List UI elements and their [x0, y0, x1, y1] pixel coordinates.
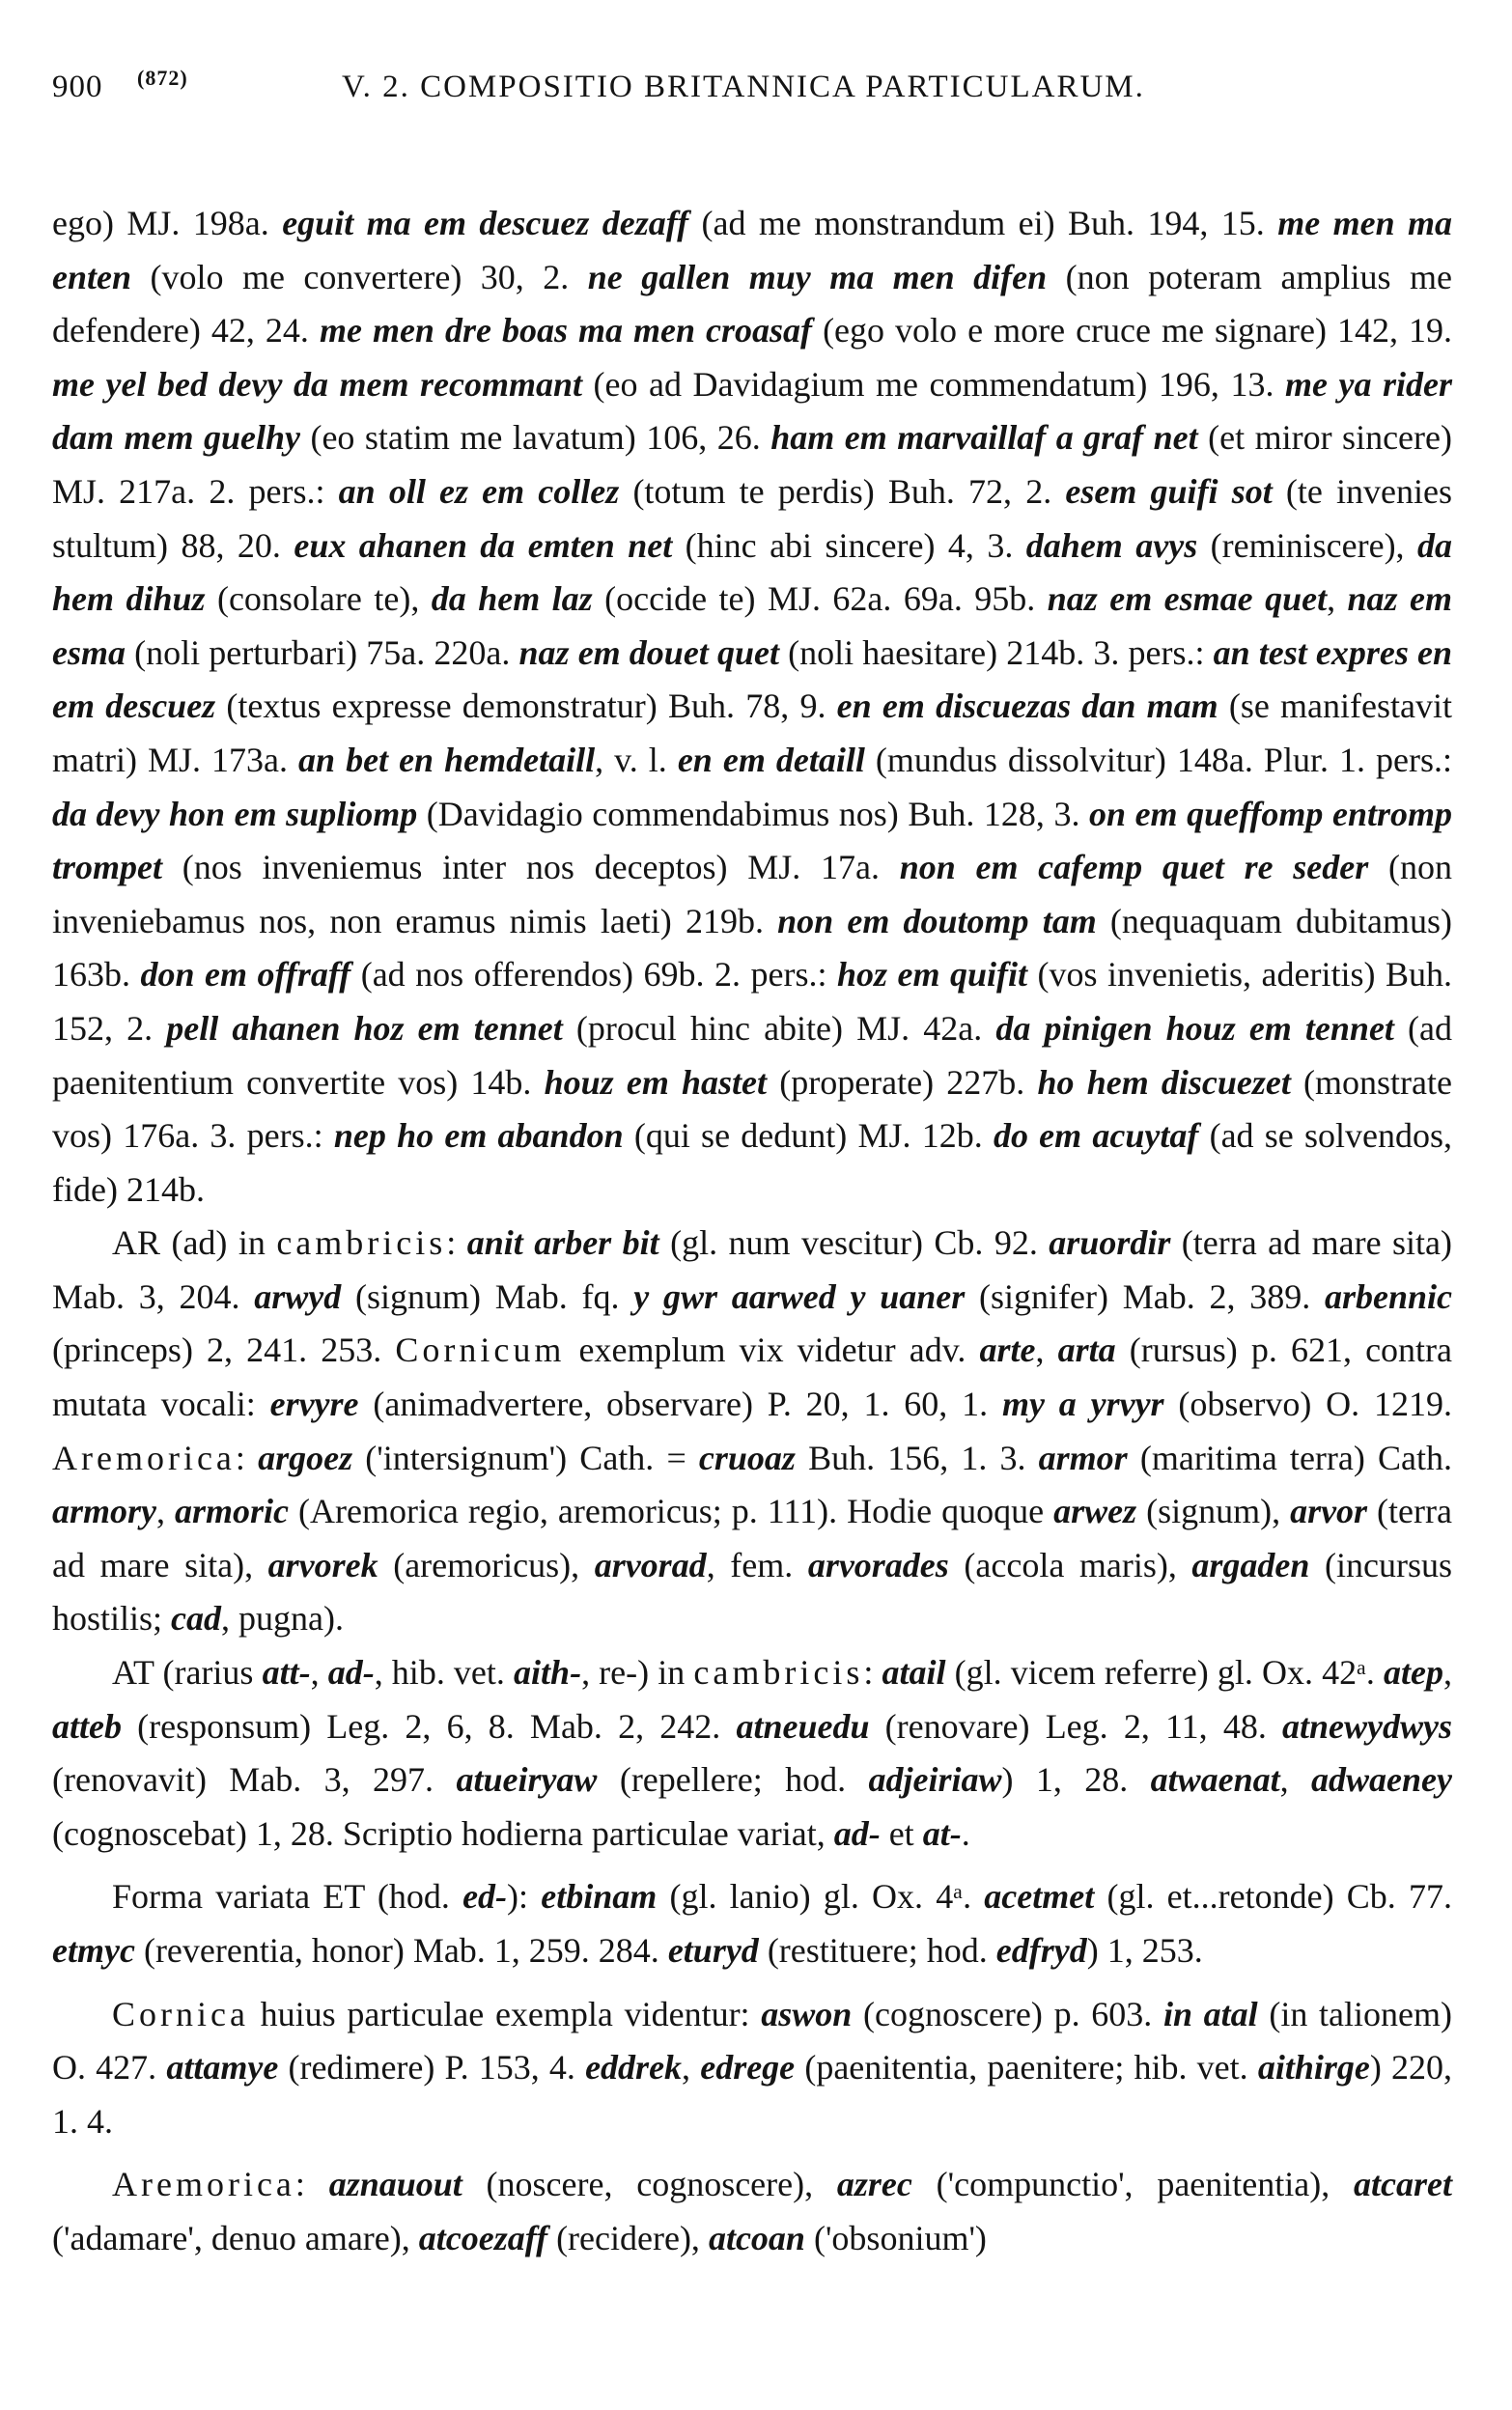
text-run: (Aremorica regio, aremoricus; p. 111). Hodie quoque [289, 1492, 1054, 1531]
cited-form: atep [1384, 1653, 1444, 1693]
cited-form: naz em douet quet [518, 632, 779, 672]
cited-form: me men dre boas ma men croasaf [319, 311, 813, 350]
text-run: : [235, 1438, 259, 1477]
cited-form: ne gallen muy ma men difen [587, 257, 1048, 296]
cited-form: houz em hastet [544, 1062, 768, 1102]
text-run: (renovavit) Mab. 3, 297. [52, 1760, 457, 1800]
cited-form: dahem avys [1025, 525, 1198, 565]
text-run: (te invenies stultum) 88, 20. [52, 471, 1453, 565]
original-page-number: (872) [137, 66, 188, 90]
cited-form: me men ma enten [52, 204, 1453, 296]
text-run: Forma variata ET (hod. [112, 1877, 463, 1917]
text-run: (reminiscere), [1197, 525, 1418, 565]
text-run: (maritima terra) Cath. [1127, 1438, 1452, 1477]
language-heading: cambricis [276, 1223, 447, 1263]
cited-form: my a yrvyr [1001, 1385, 1164, 1424]
cited-form: eux ahanen da emten net [294, 525, 673, 565]
text-run: (ad se solvendos, fide) 214b. [52, 1116, 1452, 1209]
cited-form: atneuedu [736, 1706, 870, 1746]
text-run: (eo statim me lavatum) 106, 26. [299, 418, 771, 458]
text-run: (noscere, cognoscere), [462, 2165, 837, 2204]
text-run: (gl. lanio) gl. Ox. 4ᵃ. [657, 1877, 985, 1917]
text-run: , [1279, 1760, 1312, 1800]
cited-form: adwaeney [1311, 1760, 1453, 1800]
cited-form: naz em esmae quet [1047, 579, 1328, 619]
text-run: (nequaquam dubitamus) 163b. [52, 901, 1452, 995]
cited-form: naz em esma [52, 579, 1452, 672]
text-run: (signum) Mab. fq. [341, 1276, 634, 1316]
text-run: (ad paenitentium convertite vos) 14b. [52, 1008, 1453, 1102]
text-run: (ad me monstrandum ei) Buh. 194, 15. [688, 204, 1278, 242]
text-run: (redimere) P. 153, 4. [278, 2048, 586, 2088]
text-run: (signum), [1136, 1492, 1291, 1531]
text-run: (occide te) MJ. 62a. 69a. 95b. [592, 579, 1048, 619]
cited-form: atteb [52, 1706, 122, 1746]
text-run: ('obsonium') [804, 2218, 987, 2257]
text-run: (observo) O. 1219. [1163, 1385, 1452, 1424]
cited-form: in atal [1162, 1994, 1258, 2033]
text-run: (terra ad mare sita) Mab. 3, 204. [52, 1223, 1452, 1316]
cited-form: atnewydwys [1282, 1706, 1453, 1746]
text-run: AR (ad) in [112, 1223, 277, 1263]
cited-form: pell ahanen hoz em tennet [166, 1008, 563, 1048]
cited-form: aithirge [1257, 2048, 1370, 2088]
cited-form: nep ho em abandon [333, 1116, 624, 1156]
page-number: 900 [52, 70, 103, 104]
cited-form: don em offraff [140, 955, 351, 995]
text-run: et [880, 1813, 923, 1853]
cited-form: eguit ma em descuez dezaff [282, 204, 689, 242]
text-run: ) 1, 253. [1086, 1931, 1203, 1970]
cited-form: atcaret [1354, 2165, 1452, 2204]
paragraph-et [52, 1870, 1452, 1977]
text-run: (volo me convertere) 30, 2. [131, 257, 588, 296]
text-run: (in talionem) O. 427. [52, 1994, 1452, 2088]
text-run: (nos inveniemus inter nos deceptos) MJ. 17a. [162, 848, 900, 887]
text-run: (ad nos offerendos) 69b. 2. pers.: [350, 955, 837, 995]
text-run: (totum te perdis) Buh. 72, 2. [619, 471, 1066, 511]
cited-form: an oll ez em collez [338, 471, 620, 511]
text-run: : [863, 1653, 882, 1693]
text-run: (hinc abi sincere) 4, 3. [672, 525, 1026, 565]
text-run: (eo ad Davidagium me commendatum) 196, 13. [581, 364, 1285, 404]
text-run: (rursus) p. 621, contra mutata vocali: [52, 1331, 1453, 1424]
cited-form: da pinigen houz em tennet [995, 1008, 1394, 1048]
text-run: (vos invenietis, aderitis) Buh. 152, 2. [52, 955, 1452, 1048]
cited-form: armoric [175, 1492, 290, 1531]
cited-form: eddrek [585, 2048, 683, 2088]
text-run: (monstrate vos) 176a. 3. pers.: [52, 1062, 1453, 1156]
cited-form: non em cafemp quet re seder [899, 848, 1369, 887]
cited-form: etmyc [52, 1931, 135, 1970]
cited-form: atail [882, 1653, 946, 1693]
cited-form: arta [1057, 1331, 1116, 1370]
text-run: (textus expresse demonstratur) Buh. 78, 9. [215, 687, 837, 726]
text-run: (non poteram amplius me defendere) 42, 24. [52, 257, 1452, 350]
text-run: , pugna). [221, 1599, 344, 1639]
cited-form: atcoezaff [418, 2218, 548, 2257]
cited-form: non em doutomp tam [777, 901, 1097, 940]
text-run: exemplum vix videtur adv. [565, 1331, 980, 1370]
text-run: (mundus dissolvitur) 148a. Plur. 1. pers.: [864, 740, 1452, 779]
text-run: (recidere), [547, 2218, 709, 2257]
text-run: ('compunctio', paenitentia), [911, 2165, 1354, 2204]
paragraph-aremorica [52, 2158, 1452, 2265]
cited-form: y gwr aarwed y uaner [633, 1276, 966, 1316]
cited-form: edfryd [995, 1931, 1087, 1970]
paragraph-ar [52, 1217, 1452, 1646]
running-header [52, 64, 1452, 124]
text-run: (cognoscebat) 1, 28. Scriptio hodierna particulae variat, [52, 1813, 834, 1853]
cited-form: arvorades [807, 1545, 949, 1584]
text-run: (noli perturbari) 75a. 220a. [126, 632, 519, 672]
text-run: (et miror sincere) MJ. 217a. 2. pers.: [52, 418, 1452, 511]
cited-form: arte [979, 1331, 1036, 1370]
cited-form: adjeiriaw [868, 1760, 1002, 1800]
cited-form: acetmet [984, 1877, 1095, 1917]
cited-form: atwaenat [1150, 1760, 1280, 1800]
cited-form: an test expres en em descuez [52, 632, 1453, 726]
cited-form: do em acuytaf [993, 1116, 1199, 1156]
text-run: (procul hinc abite) MJ. 42a. [562, 1008, 996, 1048]
text-run: (aremoricus), [378, 1545, 595, 1584]
language-heading: Aremorica [52, 1438, 236, 1477]
text-run: (repellere; hod. [597, 1760, 869, 1800]
text-run: , [1327, 579, 1348, 619]
paragraph-ego-continuation [52, 197, 1452, 1217]
text-run: (accola maris), [948, 1545, 1192, 1584]
text-run: (se manifestavit matri) MJ. 173a. [52, 687, 1452, 779]
language-heading: Cornicum [395, 1331, 566, 1370]
text-run: (qui se dedunt) MJ. 12b. [623, 1116, 994, 1156]
text-run: : [446, 1223, 467, 1263]
cited-form: attamye [166, 2048, 279, 2088]
cited-form: hoz em quifit [836, 955, 1028, 995]
cited-form: atueiryaw [456, 1760, 598, 1800]
cited-form: arwyd [254, 1276, 342, 1316]
cited-form: armor [1038, 1438, 1128, 1477]
text-run: (noli haesitare) 214b. 3. pers.: [778, 632, 1214, 672]
text-run: AT (rarius [112, 1653, 263, 1693]
text-run: (restituere; hod. [758, 1931, 996, 1970]
text-run: (gl. et...retonde) Cb. 77. [1094, 1877, 1452, 1917]
cited-form: aswon [761, 1994, 853, 2033]
text-run: (non inveniebamus nos, non eramus nimis laeti) 219b. [52, 848, 1452, 940]
cited-form: da devy hon em supliomp [52, 794, 418, 833]
text-run: (incursus hostilis; [52, 1545, 1452, 1639]
cited-form: azrec [836, 2165, 912, 2204]
language-heading: Aremorica [112, 2165, 295, 2204]
cited-form: ham em marvaillaf a graf net [770, 418, 1198, 458]
cited-form: me yel bed devy da mem recommant [52, 364, 582, 404]
cited-form: etbinam [541, 1877, 658, 1917]
text-run: ('intersignum') Cath. = [352, 1438, 699, 1477]
running-title: V. 2. COMPOSITIO BRITANNICA PARTICULARUM. [342, 70, 1145, 104]
cited-form: argaden [1191, 1545, 1310, 1584]
text-run: : [294, 2165, 329, 2204]
text-run: huius particulae exempla videntur: [248, 1994, 762, 2033]
cited-form: armory [52, 1492, 156, 1531]
cited-form: att- [262, 1653, 311, 1693]
cited-form: aith- [514, 1653, 582, 1693]
cited-form: aznauout [328, 2165, 462, 2204]
cited-form: en em detaill [677, 740, 865, 779]
text-run: , [156, 1492, 175, 1531]
cited-form: an bet en hemdetaill [298, 740, 596, 779]
paragraph-cornica [52, 1988, 1452, 2149]
text-run: , [1035, 1331, 1058, 1370]
cited-form: da hem laz [431, 579, 593, 619]
cited-form: argoez [258, 1438, 353, 1477]
paragraph-at [52, 1646, 1452, 1861]
text-run: (properate) 227b. [767, 1062, 1038, 1102]
language-heading: Cornica [112, 1994, 249, 2033]
text-run: ) 220, 1. 4. [52, 2048, 1452, 2141]
text-run: , [682, 2048, 701, 2088]
cited-form: me ya rider dam mem guelhy [52, 364, 1452, 458]
text-run: (cognoscere) p. 603. [852, 1994, 1163, 2033]
cited-form: da hem dihuz [52, 525, 1453, 619]
text-run: (reverentia, honor) Mab. 1, 259. 284. [134, 1931, 668, 1970]
text-run: (Davidagio commendabimus nos) Buh. 128, 3. [417, 794, 1089, 833]
cited-form: ho hem discuezet [1037, 1062, 1291, 1102]
text-run: , re-) in [581, 1653, 694, 1693]
cited-form: esem guifi sot [1065, 471, 1273, 511]
cited-form: atcoan [708, 2218, 805, 2257]
cited-form: arvor [1290, 1492, 1368, 1531]
text-run: (princeps) 2, 241. 253. [52, 1331, 396, 1370]
text-run: (gl. num vescitur) Cb. 92. [658, 1223, 1050, 1263]
text-run: (gl. vicem referre) gl. Ox. 42ᵃ. [945, 1653, 1385, 1693]
text-run: (signifer) Mab. 2, 389. [965, 1276, 1325, 1316]
page-body [52, 197, 1452, 2266]
cited-form: edrege [700, 2048, 796, 2088]
text-run: , fem. [706, 1545, 808, 1584]
text-run: , [1443, 1653, 1453, 1693]
text-run: , hib. vet. [374, 1653, 515, 1693]
text-run: (renovare) Leg. 2, 11, 48. [869, 1706, 1283, 1746]
cited-form: arwez [1053, 1492, 1137, 1531]
text-run: (responsum) Leg. 2, 6, 8. Mab. 2, 242. [121, 1706, 737, 1746]
cited-form: ed- [462, 1877, 508, 1917]
text-run: , v. l. [595, 740, 678, 779]
cited-form: ervyre [269, 1385, 359, 1424]
text-run: ('adamare', denuo amare), [52, 2218, 419, 2257]
cited-form: aruordir [1049, 1223, 1171, 1263]
cited-form: en em discuezas dan mam [836, 687, 1218, 726]
cited-form: ad- [327, 1653, 375, 1693]
text-run: ) 1, 28. [1001, 1760, 1151, 1800]
cited-form: eturyd [667, 1931, 759, 1970]
cited-form: cruoaz [698, 1438, 796, 1477]
cited-form: anit arber bit [466, 1223, 659, 1263]
cited-form: on em queffomp entromp trompet [52, 794, 1453, 887]
cited-form: arbennic [1324, 1276, 1452, 1316]
cited-form: ad- [833, 1813, 881, 1853]
text-run: (ego volo e more cruce me signare) 142, 19. [812, 311, 1452, 350]
text-run: ): [507, 1877, 542, 1917]
text-run: ego) MJ. 198a. [52, 204, 283, 242]
cited-form: arvorad [594, 1545, 707, 1584]
text-run: (animadvertere, observare) P. 20, 1. 60, 1. [358, 1385, 1002, 1424]
cited-form: cad [171, 1599, 222, 1639]
language-heading: cambricis [693, 1653, 864, 1693]
text-run: , [310, 1653, 328, 1693]
text-run: (paenitentia, paenitere; hib. vet. [795, 2048, 1258, 2088]
text-run: . [961, 1813, 970, 1853]
cited-form: arvorek [267, 1545, 378, 1584]
cited-form: at- [922, 1813, 962, 1853]
text-run: Buh. 156, 1. 3. [795, 1438, 1039, 1477]
text-run: (consolare te), [205, 579, 432, 619]
text-run: (terra ad mare sita), [52, 1492, 1452, 1584]
